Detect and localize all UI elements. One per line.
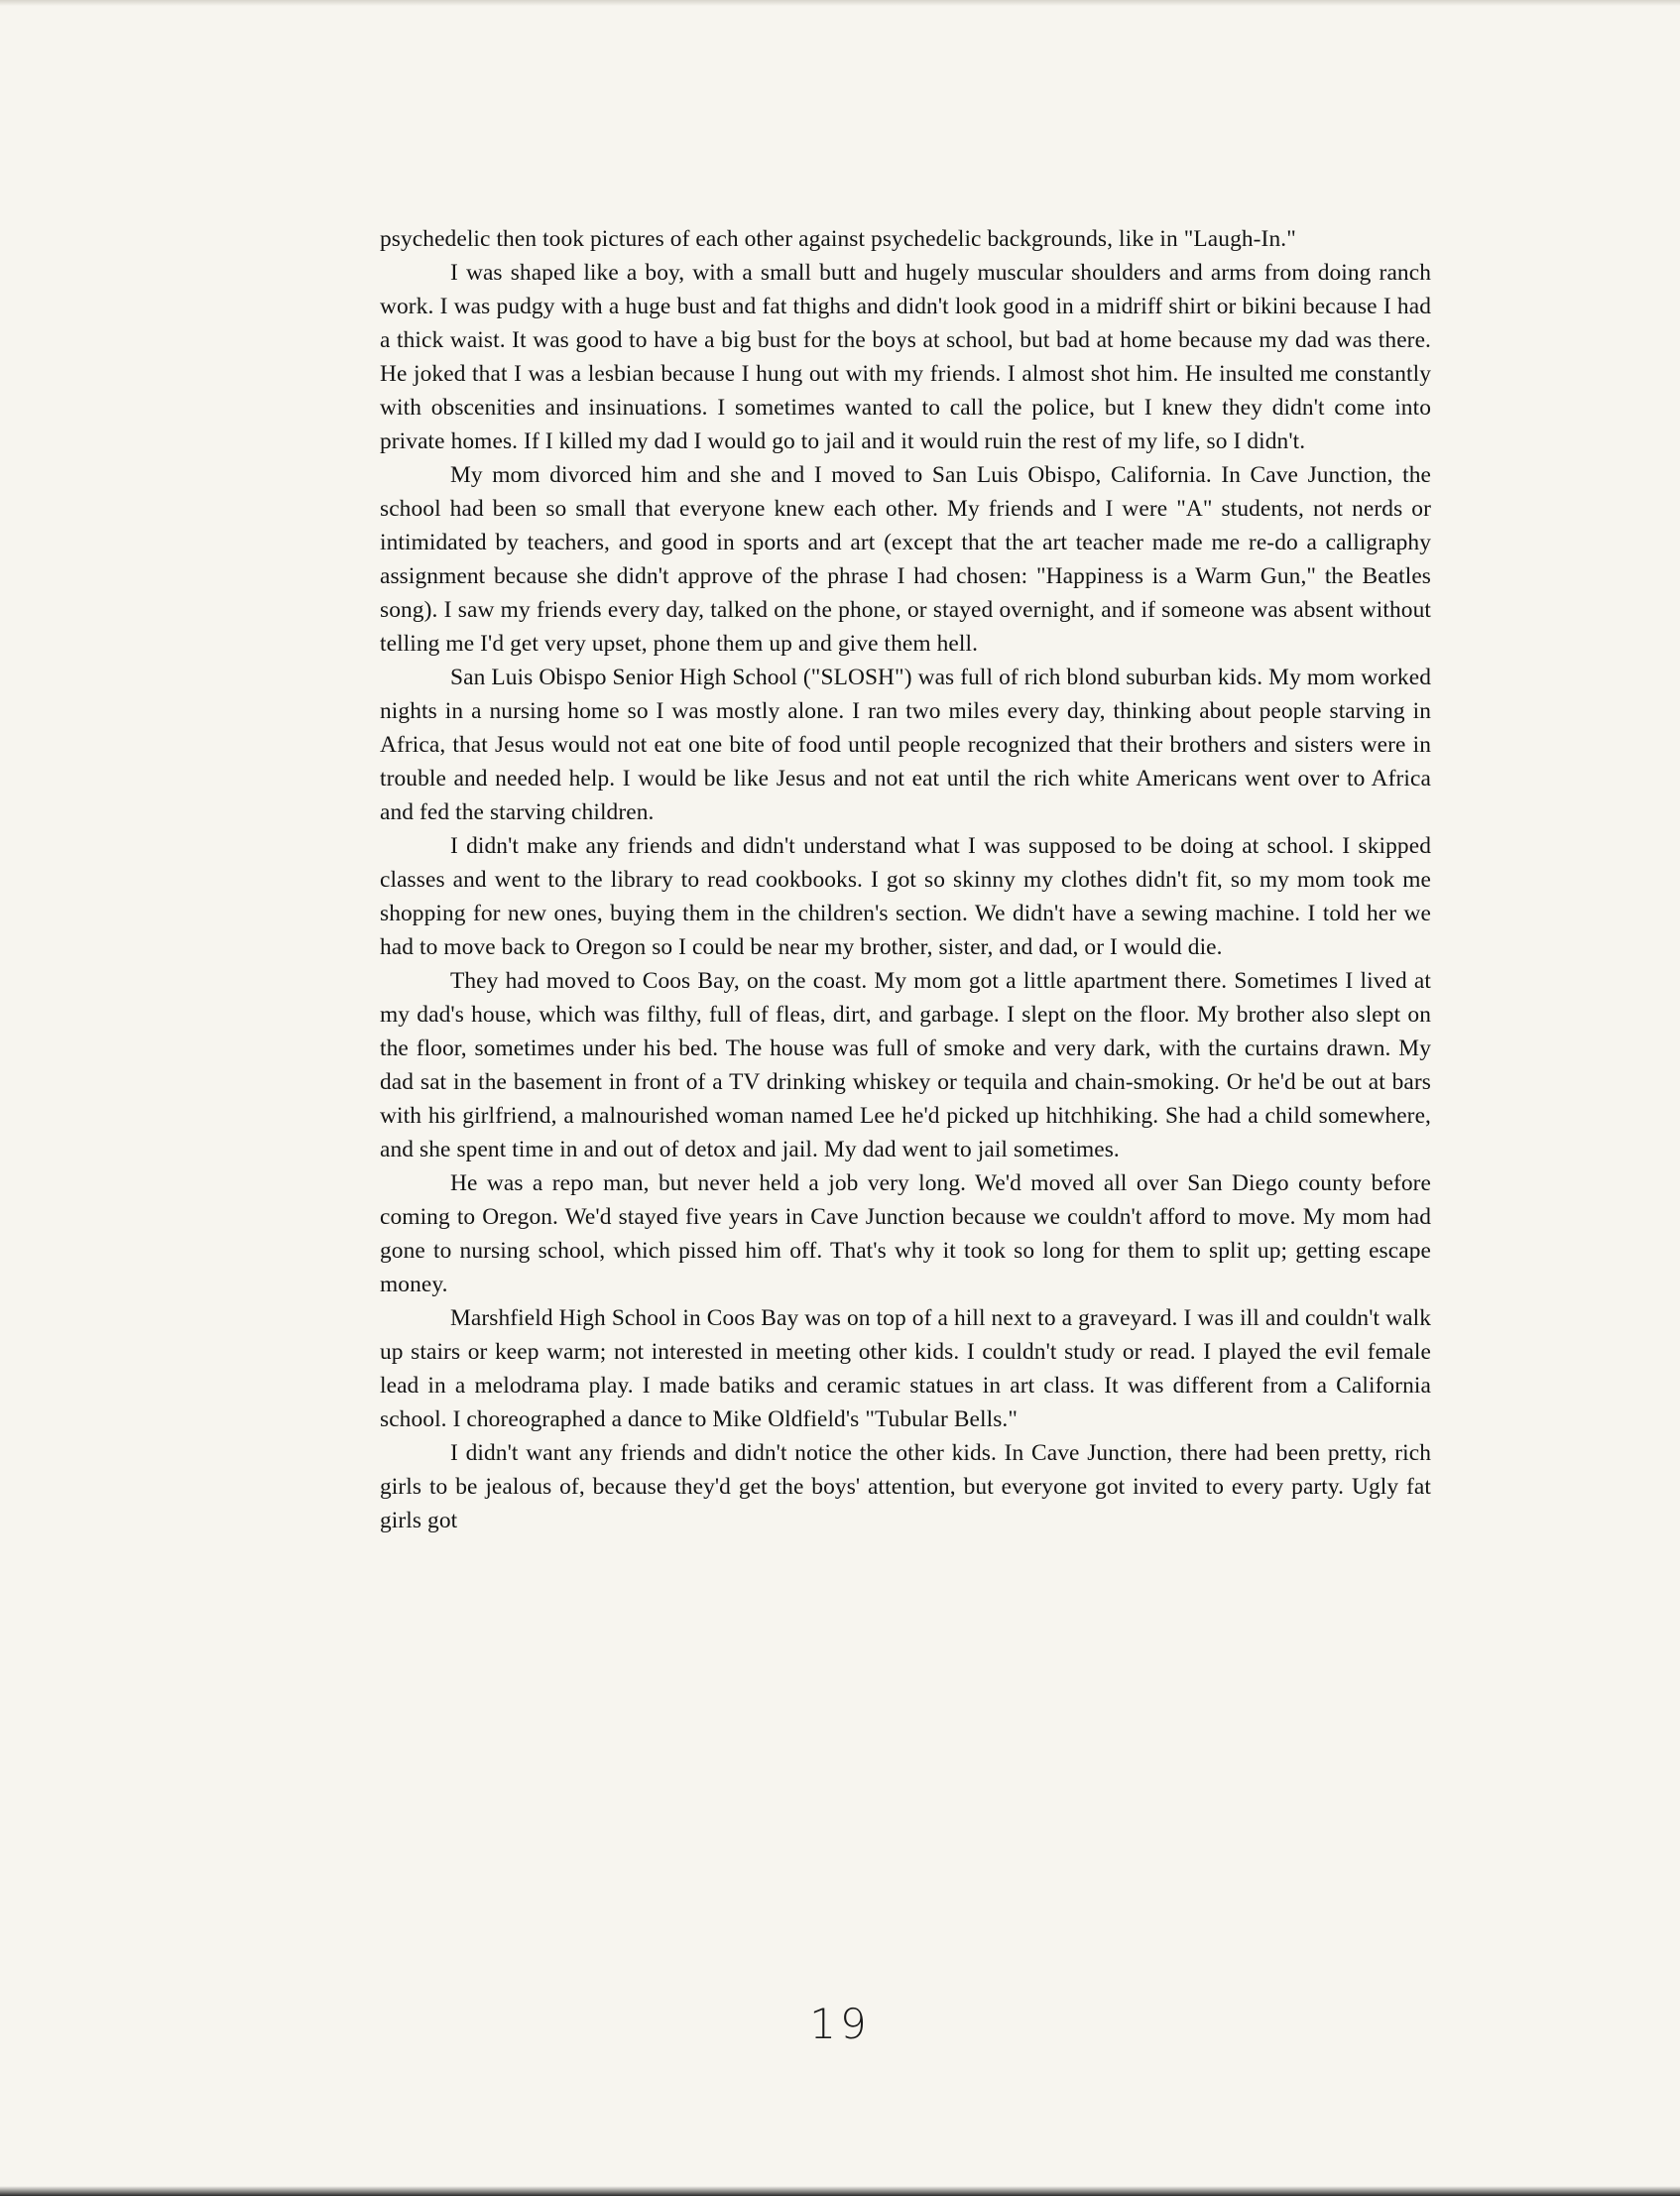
scan-edge-top xyxy=(0,0,1680,6)
scan-edge-bottom xyxy=(0,2186,1680,2196)
paragraph: psychedelic then took pictures of each other against psychedelic backgrounds, like in "Laugh-In." xyxy=(380,226,1296,252)
paragraph: I didn't want any friends and didn't notice the other kids. In Cave Junction, there had been pretty, rich girls to be jealous of, because they'd get the boys' attention, but everyone got invited to every party. Ugly fat girls got xyxy=(380,1440,1431,1533)
paragraph: Marshfield High School in Coos Bay was on top of a hill next to a graveyard. I was ill and couldn't walk up stairs or keep warm; not interested in meeting other kids. I couldn't study or read. I played the evil female lead in a melodrama play. I made batiks and ceramic statues in art class. It was different from a California school. I choreographed a dance to Mike Oldfield's "Tubular Bells." xyxy=(380,1305,1431,1432)
paragraph: He was a repo man, but never held a job very long. We'd moved all over San Diego county before coming to Oregon. We'd stayed five years in Cave Junction because we couldn't afford to move. My mom had gone to nursing school, which pissed him off. That's why it took so long for them to split up; getting escape money. xyxy=(380,1170,1431,1297)
page-number: 19 xyxy=(809,2000,871,2048)
paragraph: They had moved to Coos Bay, on the coast. My mom got a little apartment there. Sometimes I lived at my dad's house, which was filthy, full of fleas, dirt, and garbage. I slept on the floor. My brother also slept on the floor, sometimes under his bed. The house was full of smoke and very dark, with the curtains drawn. My dad sat in the basement in front of a TV drinking whiskey or tequila and chain-smoking. Or he'd be out at bars with his girlfriend, a malnourished woman named Lee he'd picked up hitchhiking. She had a child somewhere, and she spent time in and out of detox and jail. My dad went to jail sometimes. xyxy=(380,968,1431,1162)
paragraph: My mom divorced him and she and I moved to San Luis Obispo, California. In Cave Junction, the school had been so small that everyone knew each other. My friends and I were "A" students, not nerds or intimidated by teachers, and good in sports and art (except that the art teacher made me re-do a calligraphy assignment because she didn't approve of the phrase I had chosen: "Happiness is a Warm Gun," the Beatles song). I saw my friends every day, talked on the phone, or stayed overnight, and if someone was absent without telling me I'd get very upset, phone them up and give them hell. xyxy=(380,462,1431,657)
body-text xyxy=(380,222,1431,1537)
paragraph: I was shaped like a boy, with a small butt and hugely muscular shoulders and arms from doing ranch work. I was pudgy with a huge bust and fat thighs and didn't look good in a midriff shirt or bikini because I had a thick waist. It was good to have a big bust for the boys at school, but bad at home because my dad was there. He joked that I was a lesbian because I hung out with my friends. I almost shot him. He insulted me constantly with obscenities and insinuations. I sometimes wanted to call the police, but I knew they didn't come into private homes. If I killed my dad I would go to jail and it would ruin the rest of my life, so I didn't. xyxy=(380,260,1431,454)
paragraph: I didn't make any friends and didn't understand what I was supposed to be doing at school. I skipped classes and went to the library to read cookbooks. I got so skinny my clothes didn't fit, so my mom took me shopping for new ones, buying them in the children's section. We didn't have a sewing machine. I told her we had to move back to Oregon so I could be near my brother, sister, and dad, or I would die. xyxy=(380,833,1431,960)
paragraph: San Luis Obispo Senior High School ("SLOSH") was full of rich blond suburban kids. My mom worked nights in a nursing home so I was mostly alone. I ran two miles every day, thinking about people starving in Africa, that Jesus would not eat one bite of food until people recognized that their brothers and sisters were in trouble and needed help. I would be like Jesus and not eat until the rich white Americans went over to Africa and fed the starving children. xyxy=(380,665,1431,825)
